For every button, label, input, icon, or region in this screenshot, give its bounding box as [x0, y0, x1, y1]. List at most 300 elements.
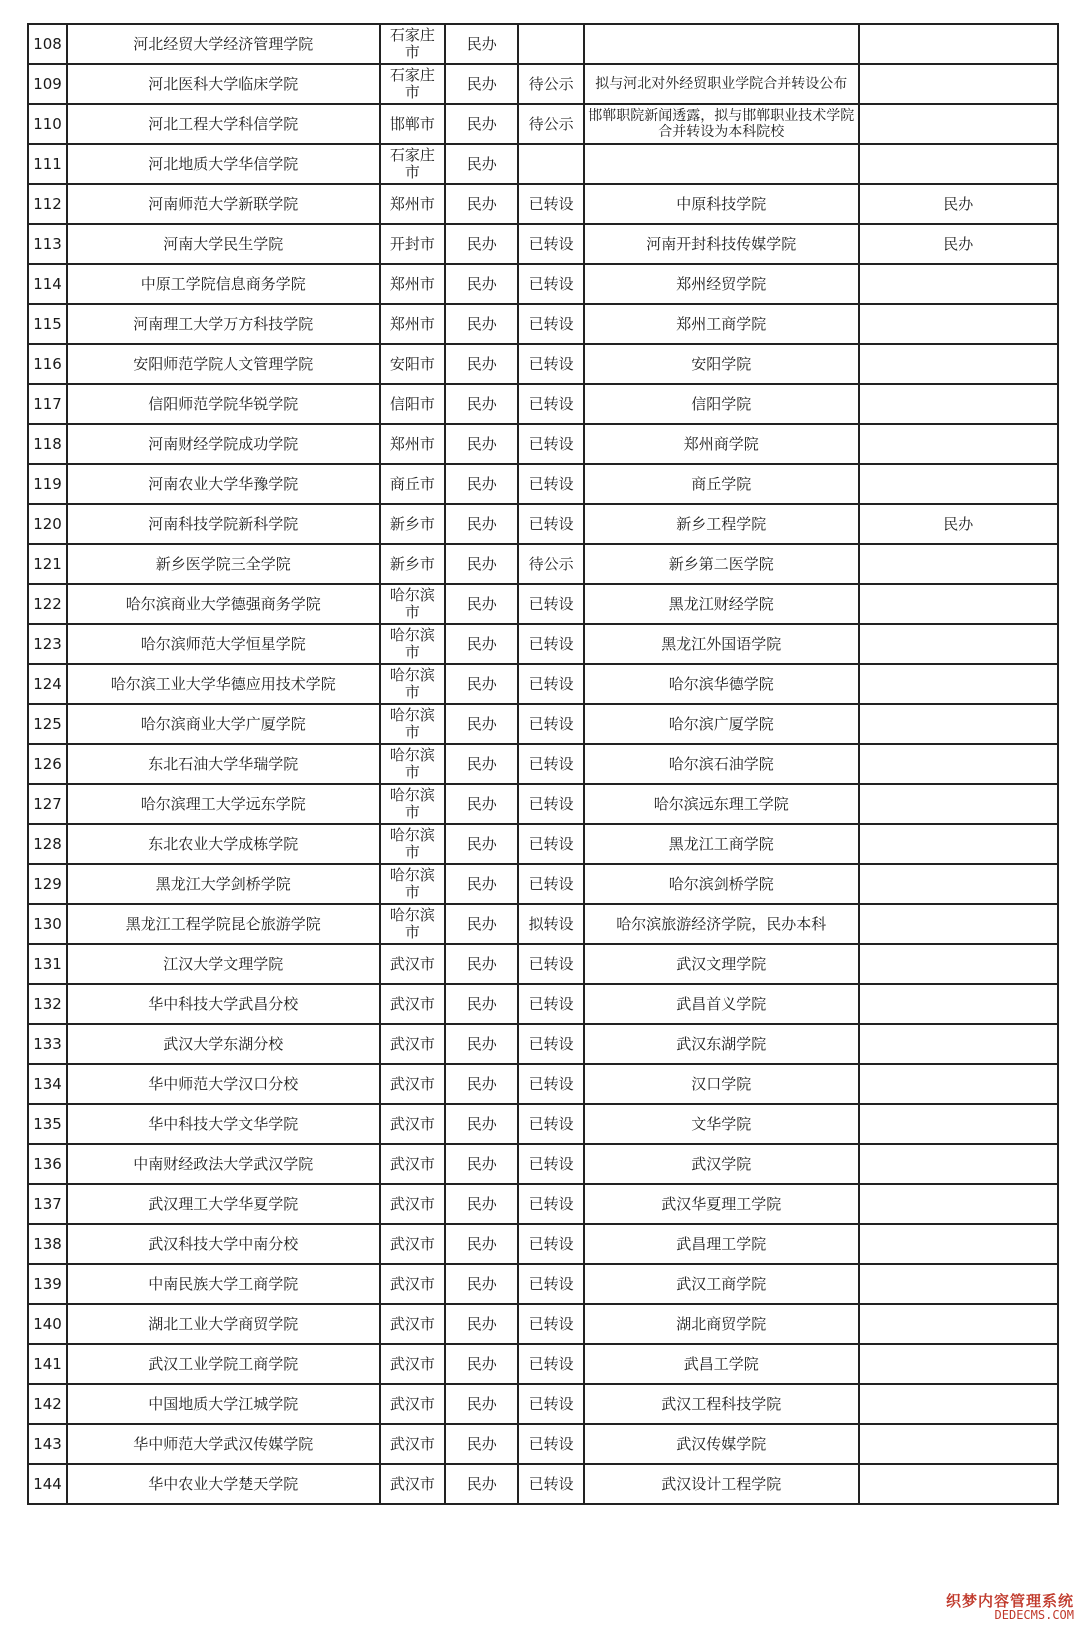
city-cell: 武汉市: [380, 1424, 446, 1464]
row-number-cell: 126: [28, 744, 67, 784]
row-number-cell: 138: [28, 1224, 67, 1264]
school-type-cell: 民办: [445, 1424, 518, 1464]
original-college-cell: 河南大学民生学院: [67, 224, 379, 264]
row-number-cell: 131: [28, 944, 67, 984]
school-type-cell: 民办: [445, 344, 518, 384]
new-name-cell: 武汉学院: [584, 1144, 858, 1184]
new-name-cell: 新乡工程学院: [584, 504, 858, 544]
school-type-cell: 民办: [445, 424, 518, 464]
school-type-cell: 民办: [445, 944, 518, 984]
city-cell: 新乡市: [380, 504, 446, 544]
new-name-cell: 武汉东湖学院: [584, 1024, 858, 1064]
row-number-cell: 124: [28, 664, 67, 704]
remark-cell: [859, 264, 1058, 304]
school-type-cell: 民办: [445, 1024, 518, 1064]
row-number-cell: 117: [28, 384, 67, 424]
row-number-cell: 120: [28, 504, 67, 544]
new-name-cell: 信阳学院: [584, 384, 858, 424]
new-name-cell: 安阳学院: [584, 344, 858, 384]
school-type-cell: 民办: [445, 184, 518, 224]
new-name-cell: [584, 144, 858, 184]
remark-cell: [859, 24, 1058, 64]
original-college-cell: 武汉工业学院工商学院: [67, 1344, 379, 1384]
transfer-status-cell: 已转设: [518, 1184, 584, 1224]
original-college-cell: 湖北工业大学商贸学院: [67, 1304, 379, 1344]
row-number-cell: 132: [28, 984, 67, 1024]
transfer-status-cell: [518, 144, 584, 184]
table-row: [28, 1104, 1058, 1144]
school-type-cell: 民办: [445, 64, 518, 104]
new-name-cell: 湖北商贸学院: [584, 1304, 858, 1344]
city-cell: 新乡市: [380, 544, 446, 584]
original-college-cell: 哈尔滨商业大学德强商务学院: [67, 584, 379, 624]
original-college-cell: 安阳师范学院人文管理学院: [67, 344, 379, 384]
city-cell: 石家庄市: [380, 24, 446, 64]
new-name-cell: 武汉文理学院: [584, 944, 858, 984]
original-college-cell: 哈尔滨理工大学远东学院: [67, 784, 379, 824]
remark-cell: [859, 1224, 1058, 1264]
original-college-cell: 中南民族大学工商学院: [67, 1264, 379, 1304]
city-cell: 武汉市: [380, 1464, 446, 1504]
original-college-cell: 河南理工大学万方科技学院: [67, 304, 379, 344]
remark-cell: [859, 664, 1058, 704]
original-college-cell: 中原工学院信息商务学院: [67, 264, 379, 304]
table-row: [28, 624, 1058, 664]
row-number-cell: 135: [28, 1104, 67, 1144]
school-type-cell: 民办: [445, 224, 518, 264]
table-row: [28, 264, 1058, 304]
table-row: [28, 544, 1058, 584]
new-name-cell: [584, 24, 858, 64]
row-number-cell: 142: [28, 1384, 67, 1424]
new-name-cell: 邯郸职院新闻透露，拟与邯郸职业技术学院合并转设为本科院校: [584, 104, 858, 144]
new-name-cell: 中原科技学院: [584, 184, 858, 224]
school-type-cell: 民办: [445, 1064, 518, 1104]
row-number-cell: 140: [28, 1304, 67, 1344]
original-college-cell: 华中科技大学文华学院: [67, 1104, 379, 1144]
school-type-cell: 民办: [445, 744, 518, 784]
remark-cell: [859, 624, 1058, 664]
table-row: [28, 584, 1058, 624]
city-cell: 郑州市: [380, 184, 446, 224]
watermark-text-cn: 织梦内容管理系统: [945, 1592, 1074, 1610]
school-type-cell: 民办: [445, 584, 518, 624]
remark-cell: [859, 904, 1058, 944]
remark-cell: [859, 1064, 1058, 1104]
remark-cell: 民办: [859, 184, 1058, 224]
new-name-cell: 汉口学院: [584, 1064, 858, 1104]
remark-cell: [859, 1344, 1058, 1384]
original-college-cell: 河北医科大学临床学院: [67, 64, 379, 104]
transfer-status-cell: 已转设: [518, 704, 584, 744]
remark-cell: [859, 104, 1058, 144]
school-type-cell: 民办: [445, 1264, 518, 1304]
city-cell: 武汉市: [380, 1024, 446, 1064]
table-row: [28, 304, 1058, 344]
city-cell: 武汉市: [380, 1344, 446, 1384]
remark-cell: [859, 584, 1058, 624]
remark-cell: [859, 344, 1058, 384]
city-cell: 哈尔滨市: [380, 664, 446, 704]
original-college-cell: 河北地质大学华信学院: [67, 144, 379, 184]
city-cell: 邯郸市: [380, 104, 446, 144]
remark-cell: [859, 464, 1058, 504]
remark-cell: [859, 824, 1058, 864]
transfer-status-cell: 已转设: [518, 1144, 584, 1184]
city-cell: 武汉市: [380, 944, 446, 984]
remark-cell: [859, 1424, 1058, 1464]
row-number-cell: 134: [28, 1064, 67, 1104]
table-row: [28, 504, 1058, 544]
transfer-status-cell: 已转设: [518, 1304, 584, 1344]
table-row: [28, 64, 1058, 104]
table-row: [28, 904, 1058, 944]
remark-cell: [859, 144, 1058, 184]
table-row: [28, 344, 1058, 384]
remark-cell: [859, 424, 1058, 464]
new-name-cell: 哈尔滨石油学院: [584, 744, 858, 784]
remark-cell: [859, 704, 1058, 744]
city-cell: 开封市: [380, 224, 446, 264]
school-type-cell: 民办: [445, 504, 518, 544]
table-row: [28, 1344, 1058, 1384]
original-college-cell: 信阳师范学院华锐学院: [67, 384, 379, 424]
transfer-status-cell: 已转设: [518, 424, 584, 464]
new-name-cell: 郑州工商学院: [584, 304, 858, 344]
transfer-status-cell: 已转设: [518, 1024, 584, 1064]
school-type-cell: 民办: [445, 704, 518, 744]
city-cell: 郑州市: [380, 424, 446, 464]
school-type-cell: 民办: [445, 1304, 518, 1344]
new-name-cell: 哈尔滨远东理工学院: [584, 784, 858, 824]
school-type-cell: 民办: [445, 24, 518, 64]
table-row: [28, 24, 1058, 64]
original-college-cell: 河南农业大学华豫学院: [67, 464, 379, 504]
city-cell: 武汉市: [380, 1304, 446, 1344]
city-cell: 武汉市: [380, 984, 446, 1024]
transfer-status-cell: 已转设: [518, 1464, 584, 1504]
remark-cell: [859, 1104, 1058, 1144]
school-type-cell: 民办: [445, 104, 518, 144]
row-number-cell: 127: [28, 784, 67, 824]
new-name-cell: 武昌首义学院: [584, 984, 858, 1024]
original-college-cell: 黑龙江大学剑桥学院: [67, 864, 379, 904]
row-number-cell: 110: [28, 104, 67, 144]
transfer-status-cell: 已转设: [518, 384, 584, 424]
transfer-status-cell: 已转设: [518, 864, 584, 904]
school-type-cell: 民办: [445, 904, 518, 944]
original-college-cell: 河南师范大学新联学院: [67, 184, 379, 224]
transfer-status-cell: 拟转设: [518, 904, 584, 944]
transfer-status-cell: 已转设: [518, 1224, 584, 1264]
city-cell: 武汉市: [380, 1384, 446, 1424]
table-row: [28, 1264, 1058, 1304]
remark-cell: [859, 1024, 1058, 1064]
row-number-cell: 113: [28, 224, 67, 264]
city-cell: 哈尔滨市: [380, 624, 446, 664]
original-college-cell: 河北经贸大学经济管理学院: [67, 24, 379, 64]
new-name-cell: 文华学院: [584, 1104, 858, 1144]
table-body: [28, 24, 1058, 1504]
transfer-status-cell: 已转设: [518, 344, 584, 384]
remark-cell: [859, 1184, 1058, 1224]
row-number-cell: 115: [28, 304, 67, 344]
table-row: [28, 1064, 1058, 1104]
row-number-cell: 118: [28, 424, 67, 464]
original-college-cell: 哈尔滨工业大学华德应用技术学院: [67, 664, 379, 704]
table-row: [28, 824, 1058, 864]
city-cell: 武汉市: [380, 1144, 446, 1184]
table-row: [28, 1464, 1058, 1504]
row-number-cell: 130: [28, 904, 67, 944]
school-type-cell: 民办: [445, 1184, 518, 1224]
new-name-cell: 黑龙江财经学院: [584, 584, 858, 624]
city-cell: 哈尔滨市: [380, 744, 446, 784]
table-row: [28, 1184, 1058, 1224]
row-number-cell: 123: [28, 624, 67, 664]
transfer-status-cell: 已转设: [518, 304, 584, 344]
row-number-cell: 112: [28, 184, 67, 224]
school-type-cell: 民办: [445, 1104, 518, 1144]
transfer-status-cell: 已转设: [518, 944, 584, 984]
school-type-cell: 民办: [445, 664, 518, 704]
transfer-status-cell: 已转设: [518, 624, 584, 664]
remark-cell: [859, 784, 1058, 824]
school-type-cell: 民办: [445, 144, 518, 184]
transfer-status-cell: 已转设: [518, 824, 584, 864]
table-row: [28, 864, 1058, 904]
new-name-cell: 哈尔滨剑桥学院: [584, 864, 858, 904]
watermark-text-en: DEDECMS.COM: [994, 1608, 1074, 1622]
new-name-cell: 哈尔滨广厦学院: [584, 704, 858, 744]
row-number-cell: 144: [28, 1464, 67, 1504]
table-row: [28, 1384, 1058, 1424]
school-type-cell: 民办: [445, 784, 518, 824]
transfer-status-cell: 已转设: [518, 984, 584, 1024]
table-row: [28, 144, 1058, 184]
school-type-cell: 民办: [445, 824, 518, 864]
table-row: [28, 1424, 1058, 1464]
table-row: [28, 384, 1058, 424]
table-row: [28, 984, 1058, 1024]
original-college-cell: 河北工程大学科信学院: [67, 104, 379, 144]
remark-cell: [859, 1384, 1058, 1424]
table-row: [28, 664, 1058, 704]
table-row: [28, 1304, 1058, 1344]
original-college-cell: 江汉大学文理学院: [67, 944, 379, 984]
table-row: [28, 184, 1058, 224]
table-row: [28, 944, 1058, 984]
table-row: [28, 784, 1058, 824]
transfer-status-cell: 已转设: [518, 504, 584, 544]
remark-cell: [859, 1144, 1058, 1184]
city-cell: 武汉市: [380, 1184, 446, 1224]
original-college-cell: 武汉科技大学中南分校: [67, 1224, 379, 1264]
row-number-cell: 137: [28, 1184, 67, 1224]
remark-cell: [859, 1464, 1058, 1504]
city-cell: 石家庄市: [380, 64, 446, 104]
original-college-cell: 黑龙江工程学院昆仑旅游学院: [67, 904, 379, 944]
transfer-status-cell: 待公示: [518, 544, 584, 584]
original-college-cell: 东北农业大学成栋学院: [67, 824, 379, 864]
row-number-cell: 136: [28, 1144, 67, 1184]
city-cell: 武汉市: [380, 1224, 446, 1264]
new-name-cell: 河南开封科技传媒学院: [584, 224, 858, 264]
transfer-status-cell: 待公示: [518, 64, 584, 104]
remark-cell: 民办: [859, 504, 1058, 544]
school-type-cell: 民办: [445, 624, 518, 664]
new-name-cell: 哈尔滨旅游经济学院，民办本科: [584, 904, 858, 944]
remark-cell: [859, 984, 1058, 1024]
row-number-cell: 133: [28, 1024, 67, 1064]
transfer-status-cell: 已转设: [518, 744, 584, 784]
transfer-status-cell: 已转设: [518, 1384, 584, 1424]
table-row: [28, 1144, 1058, 1184]
city-cell: 郑州市: [380, 304, 446, 344]
transfer-status-cell: 已转设: [518, 184, 584, 224]
city-cell: 哈尔滨市: [380, 904, 446, 944]
school-type-cell: 民办: [445, 1384, 518, 1424]
row-number-cell: 111: [28, 144, 67, 184]
city-cell: 哈尔滨市: [380, 584, 446, 624]
original-college-cell: 河南科技学院新科学院: [67, 504, 379, 544]
city-cell: 武汉市: [380, 1064, 446, 1104]
school-type-cell: 民办: [445, 984, 518, 1024]
city-cell: 安阳市: [380, 344, 446, 384]
transfer-status-cell: 已转设: [518, 224, 584, 264]
school-type-cell: 民办: [445, 264, 518, 304]
remark-cell: [859, 1264, 1058, 1304]
row-number-cell: 143: [28, 1424, 67, 1464]
new-name-cell: 郑州经贸学院: [584, 264, 858, 304]
college-transfer-table: [27, 23, 1059, 1505]
table-row: [28, 744, 1058, 784]
remark-cell: [859, 864, 1058, 904]
school-type-cell: 民办: [445, 1464, 518, 1504]
remark-cell: [859, 64, 1058, 104]
city-cell: 武汉市: [380, 1264, 446, 1304]
original-college-cell: 武汉大学东湖分校: [67, 1024, 379, 1064]
original-college-cell: 河南财经学院成功学院: [67, 424, 379, 464]
table-row: [28, 104, 1058, 144]
new-name-cell: 郑州商学院: [584, 424, 858, 464]
new-name-cell: 武昌理工学院: [584, 1224, 858, 1264]
remark-cell: [859, 304, 1058, 344]
table-row: [28, 224, 1058, 264]
row-number-cell: 121: [28, 544, 67, 584]
transfer-status-cell: 已转设: [518, 1264, 584, 1304]
original-college-cell: 哈尔滨商业大学广厦学院: [67, 704, 379, 744]
table-row: [28, 424, 1058, 464]
new-name-cell: 黑龙江外国语学院: [584, 624, 858, 664]
school-type-cell: 民办: [445, 1144, 518, 1184]
new-name-cell: 武昌工学院: [584, 1344, 858, 1384]
row-number-cell: 109: [28, 64, 67, 104]
transfer-status-cell: 已转设: [518, 464, 584, 504]
row-number-cell: 122: [28, 584, 67, 624]
transfer-status-cell: 已转设: [518, 1104, 584, 1144]
school-type-cell: 民办: [445, 304, 518, 344]
row-number-cell: 141: [28, 1344, 67, 1384]
new-name-cell: 武汉工商学院: [584, 1264, 858, 1304]
new-name-cell: 武汉工程科技学院: [584, 1384, 858, 1424]
transfer-status-cell: 已转设: [518, 784, 584, 824]
table-row: [28, 464, 1058, 504]
transfer-status-cell: 已转设: [518, 1424, 584, 1464]
city-cell: 哈尔滨市: [380, 864, 446, 904]
row-number-cell: 114: [28, 264, 67, 304]
city-cell: 商丘市: [380, 464, 446, 504]
transfer-status-cell: 已转设: [518, 664, 584, 704]
row-number-cell: 128: [28, 824, 67, 864]
city-cell: 石家庄市: [380, 144, 446, 184]
row-number-cell: 129: [28, 864, 67, 904]
row-number-cell: 108: [28, 24, 67, 64]
new-name-cell: 武汉传媒学院: [584, 1424, 858, 1464]
remark-cell: 民办: [859, 224, 1058, 264]
original-college-cell: 中国地质大学江城学院: [67, 1384, 379, 1424]
college-table-sheet: [27, 23, 1059, 1505]
transfer-status-cell: [518, 24, 584, 64]
original-college-cell: 新乡医学院三全学院: [67, 544, 379, 584]
row-number-cell: 116: [28, 344, 67, 384]
new-name-cell: 拟与河北对外经贸职业学院合并转设公布: [584, 64, 858, 104]
site-watermark: [946, 1594, 1074, 1621]
transfer-status-cell: 已转设: [518, 264, 584, 304]
new-name-cell: 哈尔滨华德学院: [584, 664, 858, 704]
original-college-cell: 东北石油大学华瑞学院: [67, 744, 379, 784]
school-type-cell: 民办: [445, 544, 518, 584]
transfer-status-cell: 已转设: [518, 1064, 584, 1104]
row-number-cell: 125: [28, 704, 67, 744]
original-college-cell: 华中师范大学汉口分校: [67, 1064, 379, 1104]
school-type-cell: 民办: [445, 384, 518, 424]
school-type-cell: 民办: [445, 1224, 518, 1264]
new-name-cell: 商丘学院: [584, 464, 858, 504]
city-cell: 武汉市: [380, 1104, 446, 1144]
city-cell: 信阳市: [380, 384, 446, 424]
remark-cell: [859, 544, 1058, 584]
row-number-cell: 119: [28, 464, 67, 504]
school-type-cell: 民办: [445, 1344, 518, 1384]
city-cell: 哈尔滨市: [380, 824, 446, 864]
original-college-cell: 华中科技大学武昌分校: [67, 984, 379, 1024]
transfer-status-cell: 待公示: [518, 104, 584, 144]
city-cell: 哈尔滨市: [380, 704, 446, 744]
new-name-cell: 武汉华夏理工学院: [584, 1184, 858, 1224]
city-cell: 郑州市: [380, 264, 446, 304]
remark-cell: [859, 944, 1058, 984]
remark-cell: [859, 744, 1058, 784]
table-row: [28, 1224, 1058, 1264]
school-type-cell: 民办: [445, 864, 518, 904]
city-cell: 哈尔滨市: [380, 784, 446, 824]
row-number-cell: 139: [28, 1264, 67, 1304]
original-college-cell: 华中农业大学楚天学院: [67, 1464, 379, 1504]
original-college-cell: 哈尔滨师范大学恒星学院: [67, 624, 379, 664]
original-college-cell: 中南财经政法大学武汉学院: [67, 1144, 379, 1184]
new-name-cell: 黑龙江工商学院: [584, 824, 858, 864]
original-college-cell: 武汉理工大学华夏学院: [67, 1184, 379, 1224]
table-row: [28, 1024, 1058, 1064]
transfer-status-cell: 已转设: [518, 1344, 584, 1384]
new-name-cell: 新乡第二医学院: [584, 544, 858, 584]
remark-cell: [859, 1304, 1058, 1344]
table-row: [28, 704, 1058, 744]
original-college-cell: 华中师范大学武汉传媒学院: [67, 1424, 379, 1464]
remark-cell: [859, 384, 1058, 424]
new-name-cell: 武汉设计工程学院: [584, 1464, 858, 1504]
